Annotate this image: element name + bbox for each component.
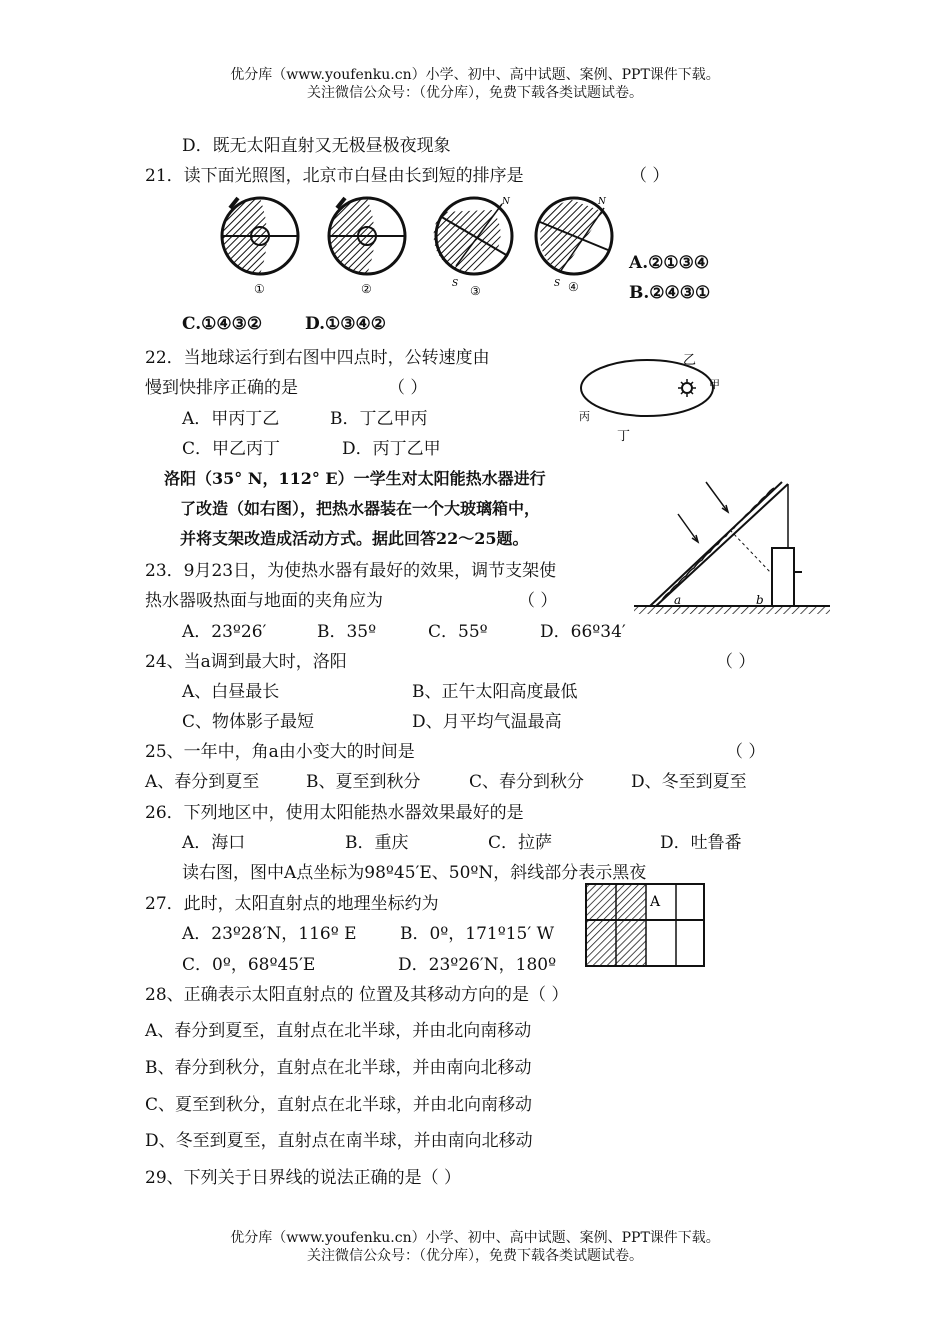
q23-option-d: D．66º34′: [540, 622, 626, 642]
illumination-diagrams: [212, 192, 622, 300]
q22-stem-line-1: 22．当地球运行到右图中四点时，公转速度由: [145, 348, 490, 368]
q23-stem-line-1: 23．9月23日，为使热水器有最好的效果，调节支架使: [145, 561, 557, 581]
q24-answer-paren: （ ）: [716, 652, 756, 672]
q22-stem-line-2: 慢到快排序正确的是: [145, 378, 298, 398]
orbit-label-yi: 乙: [683, 353, 697, 368]
illumination-figure-4: [536, 197, 612, 289]
orbit-label-bing: 丙: [579, 410, 590, 423]
angle-label-b: b: [756, 593, 764, 607]
svg-text:N: N: [598, 197, 606, 207]
q29-stem: 29、下列关于日界线的说法正确的是（ ）: [145, 1168, 462, 1188]
q21-option-b: B.②④③①: [629, 283, 711, 303]
intro-line-1: 洛阳（35° N，112° E）一学生对太阳能热水器进行: [164, 469, 546, 488]
q22-option-c: C．甲乙丙丁: [182, 439, 281, 459]
header-line-1: 优分库（www.youfenku.cn）小学、初中、高中试题、案例、PPT课件下载。: [230, 67, 720, 83]
q25-stem: 25、一年中，角a由小变大的时间是: [145, 742, 415, 762]
q24-option-a: A、白昼最长: [182, 682, 280, 702]
sun-icon: [678, 379, 696, 397]
q26-option-c: C．拉萨: [488, 833, 553, 853]
q26-stem: 26．下列地区中，使用太阳能热水器效果最好的是: [145, 803, 524, 823]
footer-line-1: 优分库（www.youfenku.cn）小学、初中、高中试题、案例、PPT课件下载。: [230, 1230, 720, 1246]
illumination-figure-2: [329, 198, 405, 274]
q22-option-a: A．甲丙丁乙: [182, 409, 280, 429]
q24-option-c: C、物体影子最短: [182, 712, 315, 732]
solar-heater-diagram: [632, 468, 832, 620]
illumination-figure-1: [222, 198, 298, 274]
intro-line-3: 并将支架改造成活动方式。据此回答22～25题。: [180, 529, 529, 548]
q27-stem: 27．此时，太阳直射点的地理坐标约为: [145, 894, 439, 914]
q27-option-c: C．0º，68º45′E: [182, 955, 316, 975]
q21-option-d: D.①③④②: [305, 314, 387, 334]
q25-option-b: B、夏至到秋分: [306, 772, 421, 792]
q24-stem: 24、当a调到最大时，洛阳: [145, 652, 347, 672]
q26-option-a: A．海口: [182, 833, 246, 853]
q28-option-d: D、冬至到夏至，直射点在南半球，并由南向北移动: [145, 1131, 533, 1151]
q27-option-b: B．0º，171º15′ W: [400, 924, 555, 944]
q25-option-c: C、春分到秋分: [469, 772, 585, 792]
q28-option-b: B、春分到秋分，直射点在北半球，并由南向北移动: [145, 1058, 532, 1078]
q23-option-b: B．35º: [317, 622, 377, 642]
q21-option-c: C.①④③②: [182, 314, 263, 334]
q23-option-c: C．55º: [428, 622, 488, 642]
orbit-label-jia: 甲: [709, 378, 720, 391]
footer-line-2: 关注微信公众号：（优分库），免费下载各类试题试卷。: [307, 1248, 643, 1264]
q23-answer-paren: （ ）: [518, 591, 558, 611]
q20-option-d: D．既无太阳直射又无极昼极夜现象: [182, 136, 451, 156]
q21-option-a: A.②①③④: [629, 253, 710, 273]
q21-stem: 21．读下面光照图，北京市白昼由长到短的排序是: [145, 166, 524, 186]
q22-answer-paren: （ ）: [388, 378, 428, 398]
figure-label-3: ③: [470, 284, 481, 298]
q21-answer-paren: （ ）: [630, 166, 670, 186]
q27-option-d: D．23º26′N，180º: [398, 955, 557, 975]
q24-option-b: B、正午太阳高度最低: [412, 682, 578, 702]
q28-option-c: C、夏至到秋分，直射点在北半球，并由北向南移动: [145, 1095, 533, 1115]
figure-label-1: ①: [254, 282, 265, 296]
q25-answer-paren: （ ）: [726, 742, 766, 762]
q23-option-a: A．23º26′: [182, 622, 267, 642]
q28-stem: 28、正确表示太阳直射点的 位置及其移动方向的是（ ）: [145, 985, 569, 1005]
svg-text:S: S: [554, 279, 561, 289]
q22-option-b: B．丁乙甲丙: [330, 409, 428, 429]
orbit-diagram: [575, 348, 725, 443]
q25-option-a: A、春分到夏至: [145, 772, 260, 792]
q25-option-d: D、冬至到夏至: [631, 772, 747, 792]
orbit-label-ding: 丁: [617, 429, 631, 443]
header-line-2: 关注微信公众号：（优分库），免费下载各类试题试卷。: [307, 85, 643, 101]
q28-option-a: A、春分到夏至，直射点在北半球，并由北向南移动: [145, 1021, 532, 1041]
q27-option-a: A．23º28′N，116º E: [182, 924, 357, 944]
figure-label-2: ②: [361, 282, 372, 296]
q22-option-d: D．丙丁乙甲: [342, 439, 441, 459]
svg-text:S: S: [452, 279, 459, 289]
angle-label-a: a: [674, 593, 682, 607]
q26-option-b: B．重庆: [345, 833, 409, 853]
q24-option-d: D、月平均气温最高: [412, 712, 562, 732]
grid-diagram: [584, 882, 706, 968]
q23-stem-line-2: 热水器吸热面与地面的夹角应为: [145, 591, 383, 611]
illumination-figure-3: [434, 197, 512, 289]
intro-line-2: 了改造（如右图），把热水器装在一个大玻璃箱中，: [180, 499, 541, 518]
figure-label-4: ④: [568, 280, 579, 294]
q26-option-d: D．吐鲁番: [660, 833, 742, 853]
grid-point-label: A: [650, 894, 661, 910]
q27-intro: 读右图，图中A点坐标为98º45′E、50ºN，斜线部分表示黑夜: [182, 863, 647, 883]
svg-text:N: N: [502, 197, 510, 207]
